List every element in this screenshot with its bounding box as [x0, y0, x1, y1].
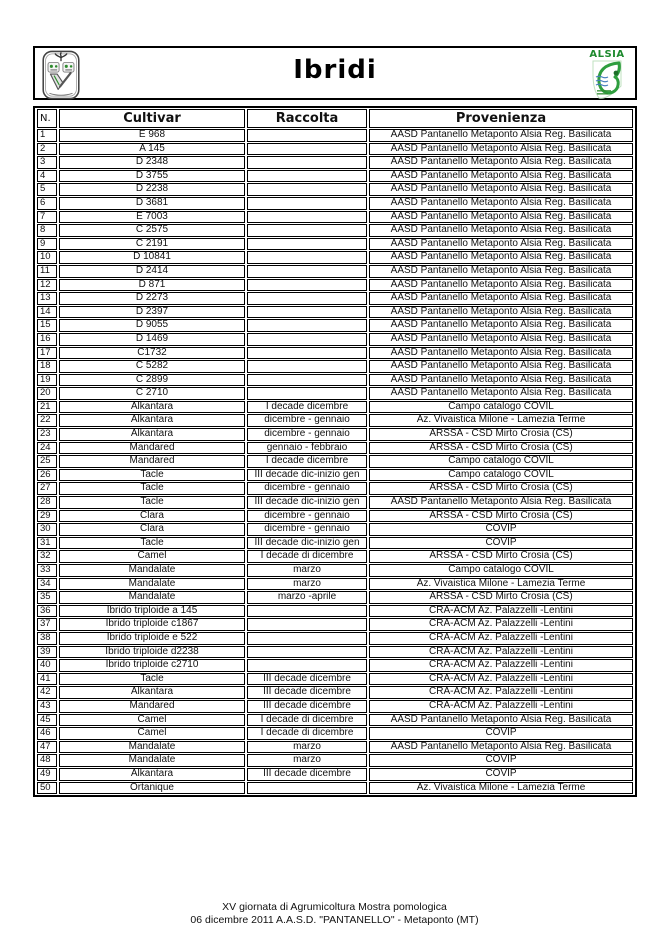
- cultivar-cell: Tacle: [59, 482, 245, 495]
- table-row: [37, 782, 633, 795]
- provenienza-cell: Campo catalogo COVIL: [369, 401, 633, 414]
- raccolta-cell: [247, 618, 367, 631]
- cultivar-cell: Alkantara: [59, 401, 245, 414]
- table-row: [37, 469, 633, 482]
- table-body: [37, 129, 633, 794]
- table-row: [37, 387, 633, 400]
- table-row: [37, 605, 633, 618]
- raccolta-cell: dicembre - gennaio: [247, 510, 367, 523]
- provenienza-cell: COVIP: [369, 523, 633, 536]
- cultivar-cell: C 2575: [59, 224, 245, 237]
- table-row: [37, 442, 633, 455]
- column-header-n: N.: [37, 109, 57, 128]
- provenienza-cell: AASD Pantanello Metaponto Alsia Reg. Basilicata: [369, 156, 633, 169]
- row-number-cell: 24: [37, 442, 57, 455]
- provenienza-cell: ARSSA - CSD Mirto Crosia (CS): [369, 442, 633, 455]
- table-row: [37, 564, 633, 577]
- table-row: [37, 170, 633, 183]
- row-number-cell: 5: [37, 183, 57, 196]
- raccolta-cell: [247, 347, 367, 360]
- provenienza-cell: AASD Pantanello Metaponto Alsia Reg. Basilicata: [369, 129, 633, 142]
- raccolta-cell: [247, 360, 367, 373]
- cultivar-cell: C 2191: [59, 238, 245, 251]
- row-number-cell: 3: [37, 156, 57, 169]
- row-number-cell: 47: [37, 741, 57, 754]
- column-header-raccolta: Raccolta: [247, 109, 367, 128]
- table-row: [37, 578, 633, 591]
- hybrids-table: [33, 106, 637, 797]
- row-number-cell: 2: [37, 143, 57, 156]
- cultivar-cell: Mandalate: [59, 754, 245, 767]
- provenienza-cell: AASD Pantanello Metaponto Alsia Reg. Basilicata: [369, 251, 633, 264]
- raccolta-cell: marzo: [247, 741, 367, 754]
- header-row: [37, 109, 633, 128]
- provenienza-cell: AASD Pantanello Metaponto Alsia Reg. Basilicata: [369, 374, 633, 387]
- provenienza-cell: AASD Pantanello Metaponto Alsia Reg. Basilicata: [369, 197, 633, 210]
- row-number-cell: 37: [37, 618, 57, 631]
- raccolta-cell: gennaio - febbraio: [247, 442, 367, 455]
- raccolta-cell: marzo: [247, 564, 367, 577]
- cultivar-cell: D 2414: [59, 265, 245, 278]
- table-row: [37, 414, 633, 427]
- row-number-cell: 22: [37, 414, 57, 427]
- row-number-cell: 43: [37, 700, 57, 713]
- cultivar-cell: Tacle: [59, 673, 245, 686]
- provenienza-cell: AASD Pantanello Metaponto Alsia Reg. Basilicata: [369, 741, 633, 754]
- row-number-cell: 50: [37, 782, 57, 795]
- row-number-cell: 19: [37, 374, 57, 387]
- cultivar-cell: D 3755: [59, 170, 245, 183]
- table-row: [37, 714, 633, 727]
- raccolta-cell: [247, 265, 367, 278]
- provenienza-cell: COVIP: [369, 754, 633, 767]
- raccolta-cell: dicembre - gennaio: [247, 482, 367, 495]
- table-row: [37, 238, 633, 251]
- table-row: [37, 741, 633, 754]
- table-row: [37, 632, 633, 645]
- provenienza-cell: AASD Pantanello Metaponto Alsia Reg. Basilicata: [369, 265, 633, 278]
- cultivar-cell: Mandalate: [59, 741, 245, 754]
- row-number-cell: 35: [37, 591, 57, 604]
- raccolta-cell: I decade di dicembre: [247, 550, 367, 563]
- raccolta-cell: I decade dicembre: [247, 455, 367, 468]
- row-number-cell: 9: [37, 238, 57, 251]
- raccolta-cell: [247, 659, 367, 672]
- row-number-cell: 16: [37, 333, 57, 346]
- provenienza-cell: ARSSA - CSD Mirto Crosia (CS): [369, 482, 633, 495]
- table-row: [37, 401, 633, 414]
- cultivar-cell: Ibrido triploide e 522: [59, 632, 245, 645]
- row-number-cell: 38: [37, 632, 57, 645]
- row-number-cell: 48: [37, 754, 57, 767]
- provenienza-cell: Campo catalogo COVIL: [369, 469, 633, 482]
- cultivar-cell: Tacle: [59, 469, 245, 482]
- table-row: [37, 224, 633, 237]
- row-number-cell: 46: [37, 727, 57, 740]
- table-row: [37, 211, 633, 224]
- provenienza-cell: CRA-ACM Az. Palazzelli -Lentini: [369, 686, 633, 699]
- cultivar-cell: Ibrido triploide a 145: [59, 605, 245, 618]
- cultivar-cell: D 871: [59, 279, 245, 292]
- cultivar-cell: D 2238: [59, 183, 245, 196]
- provenienza-cell: ARSSA - CSD Mirto Crosia (CS): [369, 510, 633, 523]
- cultivar-cell: D 9055: [59, 319, 245, 332]
- table-row: [37, 183, 633, 196]
- table-row: [37, 156, 633, 169]
- table-row: [37, 374, 633, 387]
- raccolta-cell: [247, 292, 367, 305]
- table-row: [37, 754, 633, 767]
- table-row: [37, 482, 633, 495]
- raccolta-cell: [247, 632, 367, 645]
- footer-line2: 06 dicembre 2011 A.A.S.D. "PANTANELLO" - Metaponto (MT): [190, 913, 479, 926]
- row-number-cell: 36: [37, 605, 57, 618]
- row-number-cell: 32: [37, 550, 57, 563]
- raccolta-cell: III decade dicembre: [247, 686, 367, 699]
- alsia-logo-text: ALSIA: [589, 49, 625, 60]
- raccolta-cell: I decade di dicembre: [247, 714, 367, 727]
- table-row: [37, 333, 633, 346]
- raccolta-cell: [247, 197, 367, 210]
- cultivar-cell: Mandalate: [59, 564, 245, 577]
- cultivar-cell: Ibrido triploide c1867: [59, 618, 245, 631]
- provenienza-cell: CRA-ACM Az. Palazzelli -Lentini: [369, 700, 633, 713]
- row-number-cell: 12: [37, 279, 57, 292]
- cultivar-cell: Alkantara: [59, 428, 245, 441]
- table-row: [37, 251, 633, 264]
- cultivar-cell: Tacle: [59, 537, 245, 550]
- raccolta-cell: I decade di dicembre: [247, 727, 367, 740]
- raccolta-cell: III decade dicembre: [247, 673, 367, 686]
- cultivar-cell: D 2397: [59, 306, 245, 319]
- cultivar-cell: E 7003: [59, 211, 245, 224]
- provenienza-cell: AASD Pantanello Metaponto Alsia Reg. Basilicata: [369, 387, 633, 400]
- table-row: [37, 143, 633, 156]
- cultivar-cell: Camel: [59, 714, 245, 727]
- raccolta-cell: [247, 251, 367, 264]
- table-row: [37, 360, 633, 373]
- row-number-cell: 17: [37, 347, 57, 360]
- raccolta-cell: [247, 333, 367, 346]
- raccolta-cell: [247, 374, 367, 387]
- cultivar-cell: D 3681: [59, 197, 245, 210]
- table-row: [37, 618, 633, 631]
- raccolta-cell: [247, 156, 367, 169]
- provenienza-cell: COVIP: [369, 727, 633, 740]
- raccolta-cell: III decade dicembre: [247, 700, 367, 713]
- raccolta-cell: [247, 211, 367, 224]
- cultivar-cell: Tacle: [59, 496, 245, 509]
- table-row: [37, 768, 633, 781]
- cultivar-cell: C 2710: [59, 387, 245, 400]
- table-row: [37, 292, 633, 305]
- raccolta-cell: [247, 387, 367, 400]
- provenienza-cell: CRA-ACM Az. Palazzelli -Lentini: [369, 605, 633, 618]
- table-row: [37, 197, 633, 210]
- table-row: [37, 673, 633, 686]
- cultivar-cell: Mandared: [59, 700, 245, 713]
- cultivar-cell: Ibrido triploide c2710: [59, 659, 245, 672]
- table-row: [37, 455, 633, 468]
- raccolta-cell: marzo -aprile: [247, 591, 367, 604]
- cultivar-cell: Mandared: [59, 442, 245, 455]
- cultivar-cell: Mandared: [59, 455, 245, 468]
- row-number-cell: 27: [37, 482, 57, 495]
- cultivar-cell: C 2899: [59, 374, 245, 387]
- provenienza-cell: AASD Pantanello Metaponto Alsia Reg. Basilicata: [369, 224, 633, 237]
- cultivar-cell: Clara: [59, 523, 245, 536]
- table-row: [37, 686, 633, 699]
- table-row: [37, 591, 633, 604]
- provenienza-cell: CRA-ACM Az. Palazzelli -Lentini: [369, 646, 633, 659]
- raccolta-cell: [247, 782, 367, 795]
- table-row: [37, 537, 633, 550]
- cultivar-cell: E 968: [59, 129, 245, 142]
- cultivar-cell: D 2273: [59, 292, 245, 305]
- document-header: [33, 46, 637, 100]
- row-number-cell: 25: [37, 455, 57, 468]
- table-row: [37, 496, 633, 509]
- provenienza-cell: CRA-ACM Az. Palazzelli -Lentini: [369, 632, 633, 645]
- cultivar-cell: A 145: [59, 143, 245, 156]
- cultivar-cell: C1732: [59, 347, 245, 360]
- row-number-cell: 13: [37, 292, 57, 305]
- provenienza-cell: AASD Pantanello Metaponto Alsia Reg. Basilicata: [369, 714, 633, 727]
- row-number-cell: 18: [37, 360, 57, 373]
- cultivar-cell: C 5282: [59, 360, 245, 373]
- provenienza-cell: AASD Pantanello Metaponto Alsia Reg. Basilicata: [369, 143, 633, 156]
- row-number-cell: 15: [37, 319, 57, 332]
- table-row: [37, 646, 633, 659]
- provenienza-cell: AASD Pantanello Metaponto Alsia Reg. Basilicata: [369, 319, 633, 332]
- provenienza-cell: Campo catalogo COVIL: [369, 455, 633, 468]
- raccolta-cell: [247, 143, 367, 156]
- row-number-cell: 14: [37, 306, 57, 319]
- provenienza-cell: AASD Pantanello Metaponto Alsia Reg. Basilicata: [369, 333, 633, 346]
- cultivar-cell: D 2348: [59, 156, 245, 169]
- cultivar-cell: Ortanique: [59, 782, 245, 795]
- table-row: [37, 550, 633, 563]
- provenienza-cell: AASD Pantanello Metaponto Alsia Reg. Basilicata: [369, 238, 633, 251]
- provenienza-cell: CRA-ACM Az. Palazzelli -Lentini: [369, 618, 633, 631]
- table-row: [37, 319, 633, 332]
- raccolta-cell: III decade dicembre: [247, 768, 367, 781]
- cultivar-cell: Alkantara: [59, 768, 245, 781]
- cultivar-cell: Camel: [59, 727, 245, 740]
- row-number-cell: 26: [37, 469, 57, 482]
- cultivar-cell: D 1469: [59, 333, 245, 346]
- row-number-cell: 29: [37, 510, 57, 523]
- table-row: [37, 727, 633, 740]
- raccolta-cell: III decade dic-inizio gen: [247, 469, 367, 482]
- provenienza-cell: AASD Pantanello Metaponto Alsia Reg. Basilicata: [369, 170, 633, 183]
- raccolta-cell: III decade dic-inizio gen: [247, 496, 367, 509]
- raccolta-cell: III decade dic-inizio gen: [247, 537, 367, 550]
- provenienza-cell: AASD Pantanello Metaponto Alsia Reg. Basilicata: [369, 183, 633, 196]
- column-header-cultivar: Cultivar: [59, 109, 245, 128]
- raccolta-cell: [247, 646, 367, 659]
- provenienza-cell: AASD Pantanello Metaponto Alsia Reg. Basilicata: [369, 496, 633, 509]
- table-row: [37, 279, 633, 292]
- row-number-cell: 31: [37, 537, 57, 550]
- raccolta-cell: [247, 605, 367, 618]
- table-row: [37, 510, 633, 523]
- provenienza-cell: CRA-ACM Az. Palazzelli -Lentini: [369, 673, 633, 686]
- alsia-emblem-icon: [589, 60, 625, 100]
- table-row: [37, 306, 633, 319]
- row-number-cell: 20: [37, 387, 57, 400]
- provenienza-cell: AASD Pantanello Metaponto Alsia Reg. Basilicata: [369, 292, 633, 305]
- raccolta-cell: [247, 238, 367, 251]
- row-number-cell: 42: [37, 686, 57, 699]
- row-number-cell: 34: [37, 578, 57, 591]
- raccolta-cell: I decade dicembre: [247, 401, 367, 414]
- row-number-cell: 6: [37, 197, 57, 210]
- raccolta-cell: marzo: [247, 754, 367, 767]
- row-number-cell: 8: [37, 224, 57, 237]
- raccolta-cell: marzo: [247, 578, 367, 591]
- table-row: [37, 659, 633, 672]
- provenienza-cell: Az. Vivaistica Milone - Lamezia Terme: [369, 782, 633, 795]
- raccolta-cell: dicembre - gennaio: [247, 414, 367, 427]
- cultivar-cell: Mandalate: [59, 591, 245, 604]
- provenienza-cell: COVIP: [369, 768, 633, 781]
- row-number-cell: 23: [37, 428, 57, 441]
- provenienza-cell: AASD Pantanello Metaponto Alsia Reg. Basilicata: [369, 211, 633, 224]
- raccolta-cell: [247, 224, 367, 237]
- raccolta-cell: [247, 170, 367, 183]
- column-header-provenienza: Provenienza: [369, 109, 633, 128]
- provenienza-cell: Az. Vivaistica Milone - Lamezia Terme: [369, 578, 633, 591]
- provenienza-cell: Campo catalogo COVIL: [369, 564, 633, 577]
- cultivar-cell: Camel: [59, 550, 245, 563]
- provenienza-cell: ARSSA - CSD Mirto Crosia (CS): [369, 591, 633, 604]
- row-number-cell: 28: [37, 496, 57, 509]
- provenienza-cell: Az. Vivaistica Milone - Lamezia Terme: [369, 414, 633, 427]
- cultivar-cell: Ibrido triploide d2238: [59, 646, 245, 659]
- table-row: [37, 347, 633, 360]
- row-number-cell: 1: [37, 129, 57, 142]
- raccolta-cell: [247, 279, 367, 292]
- raccolta-cell: [247, 306, 367, 319]
- row-number-cell: 39: [37, 646, 57, 659]
- row-number-cell: 21: [37, 401, 57, 414]
- footer-line1: XV giornata di Agrumicoltura Mostra pomologica: [222, 901, 447, 913]
- row-number-cell: 11: [37, 265, 57, 278]
- provenienza-cell: ARSSA - CSD Mirto Crosia (CS): [369, 550, 633, 563]
- provenienza-cell: AASD Pantanello Metaponto Alsia Reg. Basilicata: [369, 306, 633, 319]
- table-row: [37, 700, 633, 713]
- raccolta-cell: [247, 183, 367, 196]
- row-number-cell: 10: [37, 251, 57, 264]
- provenienza-cell: AASD Pantanello Metaponto Alsia Reg. Basilicata: [369, 279, 633, 292]
- provenienza-cell: CRA-ACM Az. Palazzelli -Lentini: [369, 659, 633, 672]
- row-number-cell: 41: [37, 673, 57, 686]
- row-number-cell: 45: [37, 714, 57, 727]
- page-title: Ibridi: [293, 55, 377, 85]
- cultivar-cell: D 10841: [59, 251, 245, 264]
- cultivar-cell: Mandalate: [59, 578, 245, 591]
- table-row: [37, 265, 633, 278]
- raccolta-cell: dicembre - gennaio: [247, 428, 367, 441]
- page-footer: [0, 901, 669, 926]
- table-row: [37, 129, 633, 142]
- provenienza-cell: COVIP: [369, 537, 633, 550]
- provenienza-cell: AASD Pantanello Metaponto Alsia Reg. Basilicata: [369, 347, 633, 360]
- cultivar-cell: Alkantara: [59, 686, 245, 699]
- alsia-logo: [584, 49, 630, 101]
- row-number-cell: 7: [37, 211, 57, 224]
- table-row: [37, 428, 633, 441]
- row-number-cell: 33: [37, 564, 57, 577]
- raccolta-cell: [247, 319, 367, 332]
- row-number-cell: 30: [37, 523, 57, 536]
- cultivar-cell: Alkantara: [59, 414, 245, 427]
- row-number-cell: 49: [37, 768, 57, 781]
- raccolta-cell: dicembre - gennaio: [247, 523, 367, 536]
- cultivar-cell: Clara: [59, 510, 245, 523]
- raccolta-cell: [247, 129, 367, 142]
- row-number-cell: 4: [37, 170, 57, 183]
- row-number-cell: 40: [37, 659, 57, 672]
- table-row: [37, 523, 633, 536]
- provenienza-cell: ARSSA - CSD Mirto Crosia (CS): [369, 428, 633, 441]
- provenienza-cell: AASD Pantanello Metaponto Alsia Reg. Basilicata: [369, 360, 633, 373]
